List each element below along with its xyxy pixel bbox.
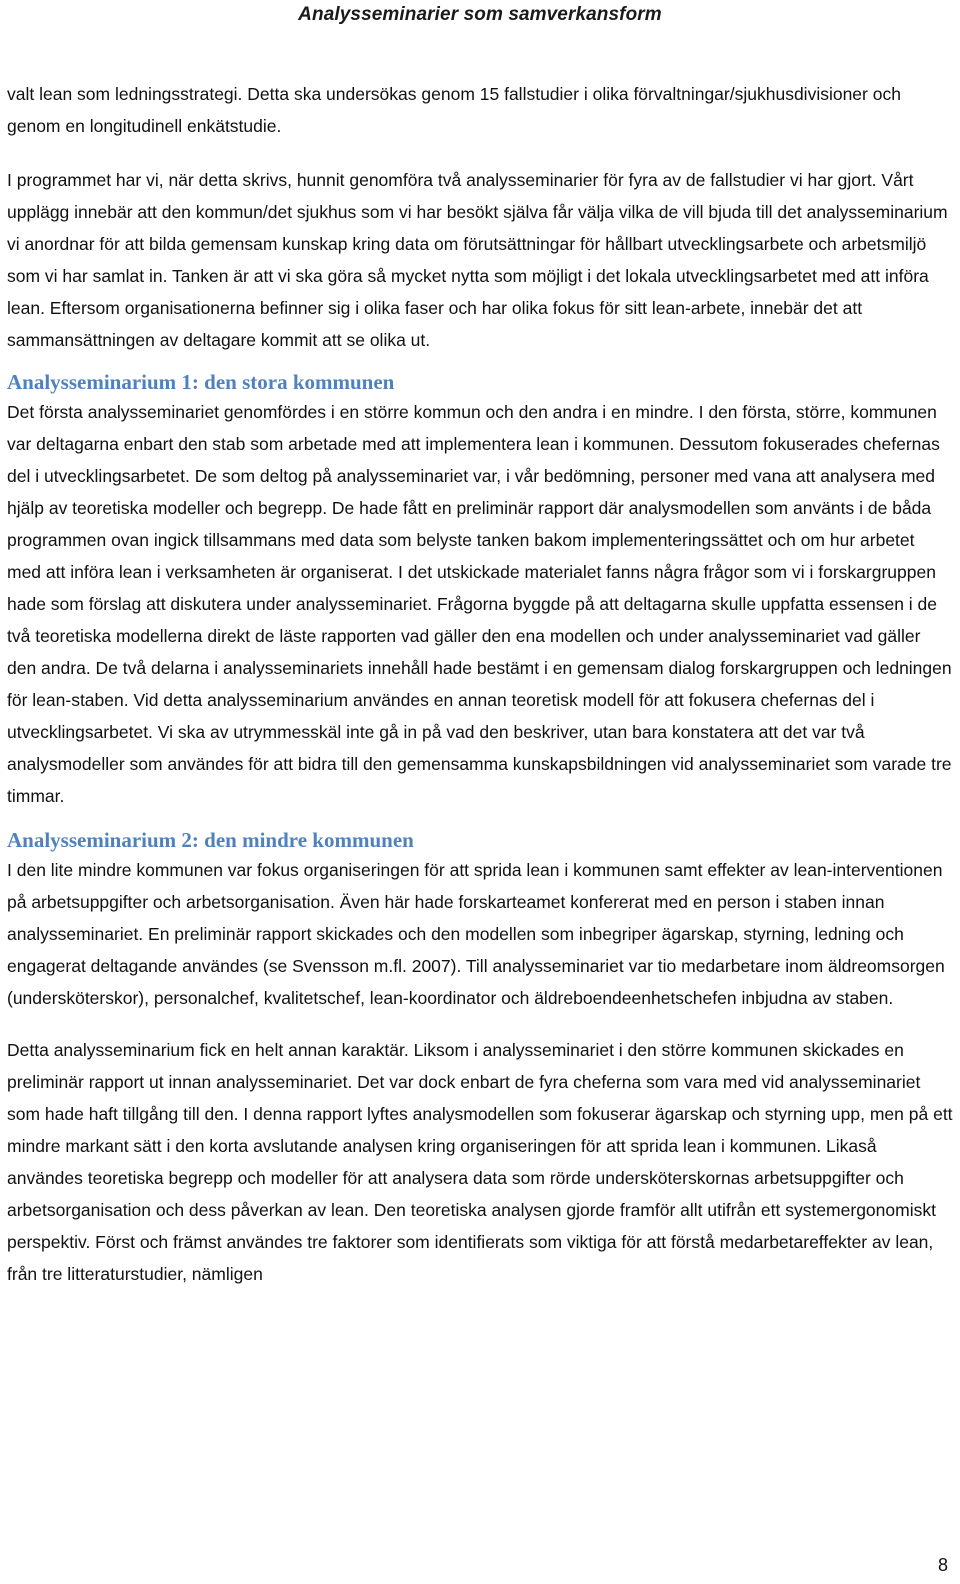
paragraph-section1-1: Det första analysseminariet genomfördes i en större kommun och den andra i en mindre. I den första, större, kommunen var deltagarna enbart den stab som arbetade med att implementera lean i kommunen. Dessutom fokuserades chefernas del i utvecklingsarbetet. De som deltog på analysseminariet var, i vår bedömning, personer med vana att analysera med hjälp av teoretiska modeller och begrepp. De hade fått en preliminär rapport där analysmodellen som använts i de båda programmen ovan ingick tillsammans med data som belyste tanken bakom implementeringssättet och om hur arbetet med att införa lean i verksamheten är organiserat. I det utskickade materialet fanns några frågor som vi i forskargruppen hade som förslag att diskutera under analysseminariet. Frågorna byggde på att deltagarna skulle uppfatta essensen i de två teoretiska modellerna direkt de läste rapporten vad gäller den ena modellen och under analysseminariet vad gäller den andra. De två delarna i analysseminariets innehåll hade bestämt i en gemensam dialog forskargruppen och ledningen för lean-staben. Vid detta analysseminarium användes en annan teoretisk modell för att fokusera chefernas del i utvecklingsarbetet. Vi ska av utrymmesskäl inte gå in på vad den beskriver, utan bara konstatera att det var två analysmodeller som användes för att bidra till den gemensamma kunskapsbildningen vid analysseminariet som varade tre timmar.: [7, 402, 952, 806]
paragraph-spacer: [7, 142, 953, 164]
paragraph-intro-2: I programmet har vi, när detta skrivs, hunnit genomföra två analysseminarier för fyra av de fallstudier vi har gjort. Vårt upplägg innebär att den kommun/det sjukhus som vi har besökt själva får välja vilka de vill bjuda till det analysseminarium vi anordnar för att bilda gemensam kunskap kring data om förutsättningar för hållbart utvecklingsarbete och arbetsmiljö som vi har samlat in. Tanken är att vi ska göra så mycket nytta som möjligt i det lokala utvecklingsarbetet med att införa lean. Eftersom organisationerna befinner sig i olika faser och har olika fokus för sitt lean-arbete, innebär det att sammansättningen av deltagare kommit att se olika ut.: [7, 170, 948, 350]
section-heading-2: Analysseminarium 2: den mindre kommunen: [7, 828, 414, 852]
paragraph-section2-1: I den lite mindre kommunen var fokus organiseringen för att sprida lean i kommunen samt effekter av lean-interventionen på arbetsuppgifter och arbetsorganisation. Även här hade forskarteamet konfererat med en person i staben innan analysseminariet. En preliminär rapport skickades och den modellen som inbegriper ägarskap, styrning, ledning och engagerat deltagande användes (se Svensson m.fl. 2007). Till analysseminariet var tio medarbetare inom äldreomsorgen (undersköterskor), personalchef, kvalitetschef, lean-koordinator och äldreboendeenhetschefen inbjudna av staben.: [7, 860, 945, 1008]
paragraph-spacer: [7, 1014, 953, 1034]
running-header: Analysseminarier som samverkansform: [298, 4, 662, 25]
document-body: [7, 78, 953, 1290]
section-heading-1: Analysseminarium 1: den stora kommunen: [7, 370, 395, 394]
page-number: 8: [937, 1555, 948, 1575]
paragraph-section2-2: Detta analysseminarium fick en helt annan karaktär. Liksom i analysseminariet i den större kommunen skickades en preliminär rapport ut innan analysseminariet. Det var dock enbart de fyra cheferna som vara med vid analysseminariet som hade haft tillgång till den. I denna rapport lyftes analysmodellen som fokuserar ägarskap och styrning upp, men på ett mindre markant sätt i den korta avslutande analysen kring organiseringen för att sprida lean i kommunen. Likaså användes teoretiska begrepp och modeller för att analysera data som rörde undersköterskornas arbetsuppgifter och arbetsorganisation och dess påverkan av lean. Den teoretiska analysen gjorde framför allt utifrån ett systemergonomiskt perspektiv. Först och främst användes tre faktorer som identifierats som viktiga för att förstå medarbetareffekter av lean, från tre litteraturstudier, nämligen: [7, 1040, 953, 1284]
paragraph-intro-1: valt lean som ledningsstrategi. Detta ska undersökas genom 15 fallstudier i olika förvaltningar/sjukhusdivisioner och genom en longitudinell enkätstudie.: [7, 84, 901, 136]
